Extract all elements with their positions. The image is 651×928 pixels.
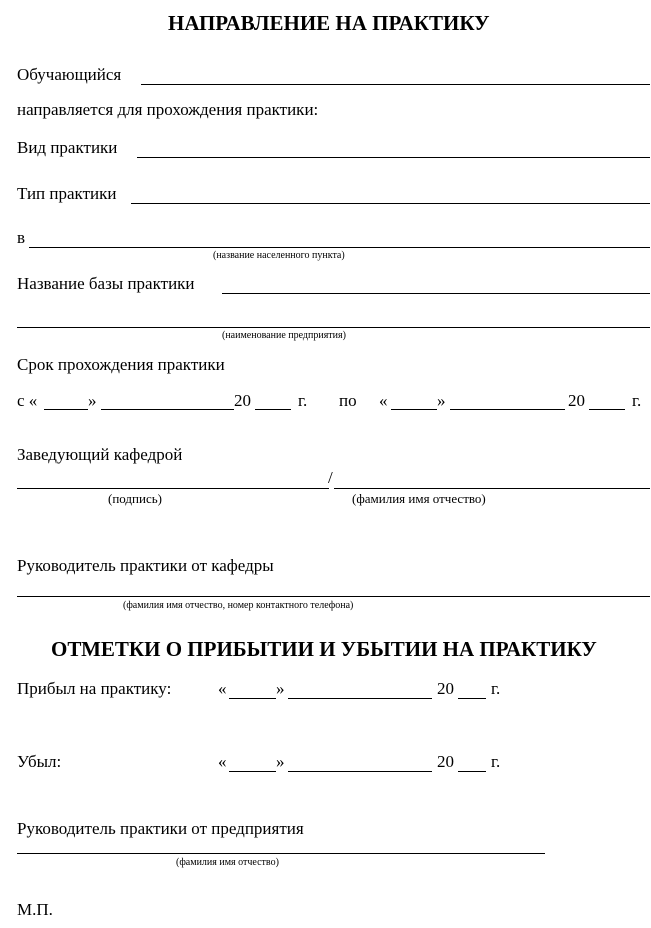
date-to-prefix: по	[339, 391, 357, 410]
supervisor-dept-label: Руководитель практики от кафедры	[17, 556, 274, 575]
fio-hint: (фамилия имя отчество)	[352, 491, 486, 506]
student-field-line[interactable]	[141, 84, 650, 85]
arrived-close-quote: »	[276, 679, 285, 698]
supervisor-ent-hint: (фамилия имя отчество)	[176, 857, 279, 868]
date-to-day-line[interactable]	[391, 409, 437, 410]
departed-year: 20	[437, 752, 454, 771]
location-hint: (название населенного пункта)	[213, 250, 345, 261]
arrived-label: Прибыл на практику:	[17, 679, 172, 698]
practice-kind-field-line[interactable]	[137, 157, 650, 158]
date-from-prefix: с «	[17, 391, 38, 410]
arrived-month-line[interactable]	[288, 698, 432, 699]
arrived-year-line[interactable]	[458, 698, 486, 699]
practice-kind-label: Вид практики	[17, 138, 118, 157]
date-from-day-line[interactable]	[44, 409, 88, 410]
supervisor-ent-label: Руководитель практики от предприятия	[17, 819, 304, 838]
departed-close-quote: »	[276, 752, 285, 771]
departed-open-quote: «	[218, 752, 227, 771]
practice-type-label: Тип практики	[17, 184, 117, 203]
location-field-line[interactable]	[29, 247, 650, 248]
signature-hint: (подпись)	[108, 491, 162, 506]
base-label: Название базы практики	[17, 274, 195, 293]
head-signature-line[interactable]	[17, 488, 329, 489]
term-label: Срок прохождения практики	[17, 355, 225, 374]
date-to-close-quote: »	[437, 391, 446, 410]
arrived-day-line[interactable]	[229, 698, 276, 699]
date-from-suffix: г.	[298, 391, 308, 410]
head-fio-line[interactable]	[334, 488, 650, 489]
departed-year-line[interactable]	[458, 771, 486, 772]
departed-month-line[interactable]	[288, 771, 432, 772]
departed-day-line[interactable]	[229, 771, 276, 772]
date-to-suffix: г.	[632, 391, 642, 410]
page-title: НАПРАВЛЕНИЕ НА ПРАКТИКУ	[168, 11, 490, 35]
marks-title: ОТМЕТКИ О ПРИБЫТИИ И УБЫТИИ НА ПРАКТИКУ	[51, 637, 597, 661]
location-prefix: в	[17, 228, 26, 247]
enterprise-hint: (наименование предприятия)	[222, 330, 346, 341]
date-from-month-line[interactable]	[101, 409, 234, 410]
date-to-month-line[interactable]	[450, 409, 565, 410]
enterprise-field-line[interactable]	[17, 327, 650, 328]
base-field-line[interactable]	[222, 293, 650, 294]
supervisor-dept-field-line[interactable]	[17, 596, 650, 597]
date-from-year: 20	[234, 391, 251, 410]
date-to-year: 20	[568, 391, 585, 410]
directed-text: направляется для прохождения практики:	[17, 100, 319, 119]
arrived-year: 20	[437, 679, 454, 698]
arrived-suffix: г.	[491, 679, 501, 698]
date-from-year-line[interactable]	[255, 409, 291, 410]
practice-type-field-line[interactable]	[131, 203, 650, 204]
supervisor-ent-field-line[interactable]	[17, 853, 545, 854]
head-label: Заведующий кафедрой	[17, 445, 183, 464]
departed-suffix: г.	[491, 752, 501, 771]
supervisor-dept-hint: (фамилия имя отчество, номер контактного телефона)	[123, 600, 354, 611]
departed-label: Убыл:	[17, 752, 62, 771]
date-to-year-line[interactable]	[589, 409, 625, 410]
student-label: Обучающийся	[17, 65, 122, 84]
date-from-close-quote: »	[88, 391, 97, 410]
arrived-open-quote: «	[218, 679, 227, 698]
head-slash: /	[328, 468, 333, 487]
date-to-open-quote: «	[379, 391, 388, 410]
stamp-place: М.П.	[17, 900, 53, 919]
